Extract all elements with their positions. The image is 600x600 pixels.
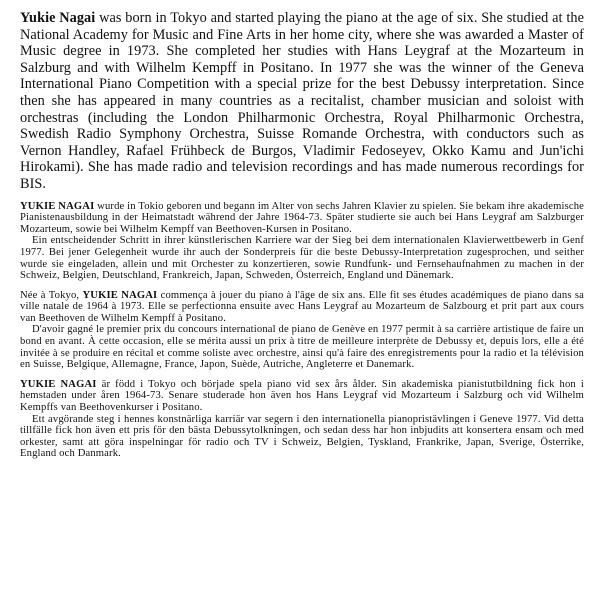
section-gap [20,193,584,201]
german-biography [20,201,584,282]
french-paragraph-1-text: commença à jouer du piano à l'âge de six ans. Elle fit ses études académiques de piano dans sa ville natale de 1964 à 1973. Elle se perfectionna ensuite avec Hans Leygraf au Mozarteum de Salzbourg et prit part aux cours van Beethoven de Wilhelm Kempff à Positano. [20,289,585,324]
german-paragraph-1 [20,201,584,236]
artist-name-swedish: YUKIE NAGAI [20,378,97,390]
french-paragraph-2: D'avoir gagné le premier prix du concours international de piano de Genève en 1977 permit à sa carrière artistique de faire un bond en avant. À cette occasion, elle se mérita aussi un prix à titre de meilleure interprète de Debussy et, depuis lors, elle a été invitée à se produire en récital et comme soliste avec orchestre, ainsi qu'à faire des enregistrements pour la radio et la télévision en Suisse, Belgique, Allemagne, France, Japon, Suède, Autriche, Angleterre et Danemark. [20,324,584,371]
section-gap [20,282,584,290]
swedish-paragraph-2: Ett avgörande steg i hennes konstnärliga karriär var segern i den internationella pianopristävlingen i Geneve 1977. Vid detta tillfälle fick hon även ett pris för den bästa Debussytolkningen, och sedan dess har hon inbjudits att konsertera ensam och med orkester, samt att göra inspelningar för radio och TV i Schweiz, Belgien, Tyskland, Frankrike, Japan, Sverige, Österrike, England och Danmark. [20,413,584,460]
swedish-paragraph-1-text: är född i Tokyo och började spela piano vid sex års ålder. Sin akademiska pianistutbildning fick hon i hemstaden under åren 1964-73. Senare studerade hon även hos Hans Leygraf vid Mozarteum i Salzburg och vid Wilhelm Kempffs van Beethovenkurser i Positano. [20,378,585,414]
artist-name-english: Yukie Nagai [20,10,96,26]
french-lead-text: Née à Tokyo, [20,289,83,301]
swedish-biography [20,379,584,460]
german-paragraph-2: Ein entscheidender Schritt in ihrer künstlerischen Karriere war der Sieg bei dem internationalen Klavierwettbewerb in Genf 1977. Bei jener Gelegenheit wurde ihr auch der Sonderpreis für die beste Debussy-Interpretation zugesprochen, und seither wurde sie eingeladen, allein und mit Orchester zu konzertieren, sowie Rundfunk- und Fernsehaufnahmen zu machen in der Schweiz, Belgien, Deutschland, Frankreich, Japan, Schweden, Österreich, England und Dänemark. [20,235,584,282]
artist-name-french: YUKIE NAGAI [82,289,158,301]
swedish-paragraph-1 [20,379,584,414]
section-gap [20,371,584,379]
french-biography [20,290,584,371]
english-biography-text: was born in Tokyo and started playing the piano at the age of six. She studied at the National Academy for Music and Fine Arts in her home city, where she was awarded a Master of Music degree in 1973. She completed her studies with Hans Leygraf at the Mozarteum in Salzburg and with Wilhelm Kempff in Positano. In 1977 she was the winner of the Geneva International Piano Competition with a special prize for the best Debussy interpretation. Since then she has appeared in many countries as a recitalist, chamber musician and soloist with orchestras (including the London Philharmonic Orchestra, Royal Philharmonic Orchestra, Swedish Radio Symphony Orchestra, Suisse Romande Orchestra, with conductors such as Vernon Handley, Rafael Frühbeck de Burgos, Vladimir Fedoseyev, Okko Kamu and Jun'ichi Hirokami). She has made radio and television recordings and has made numerous recordings for BIS. [20,10,584,192]
artist-name-german: YUKIE NAGAI [20,200,95,212]
german-paragraph-1-text: wurde in Tokio geboren und begann im Alter von sechs Jahren Klavier zu spielen. Sie bekam ihre akademische Pianistenausbildung in der Heimatstadt während der Jahre 1964-73. Später studierte sie auch bei Hans Leygraf am Salzburger Mozarteum, sowie bei Wilhelm Kempff van Beethoven-Kursen in Positano. [20,200,584,235]
french-paragraph-1 [20,290,584,325]
english-biography [20,10,584,193]
